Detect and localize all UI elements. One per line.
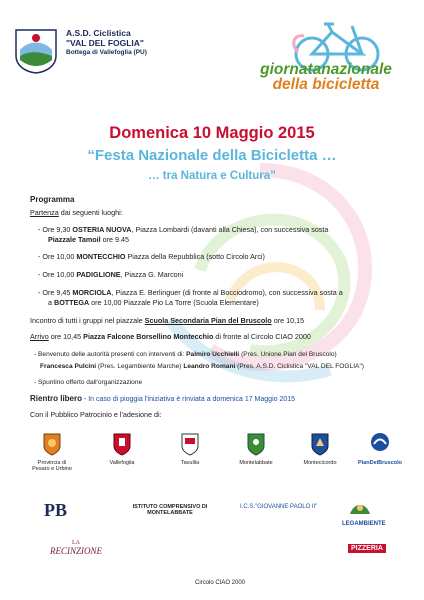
decorative-swirl (140, 150, 400, 410)
item-rest-2: ore 9.45 (100, 235, 129, 244)
arrival-place: Piazza Falcone Borsellino Montecchio (83, 332, 214, 341)
arrival-line (30, 332, 311, 341)
item-place: MONTECCHIO (76, 252, 126, 261)
welcome-line (34, 350, 337, 359)
patronage-line: Con il Pubblico Patrocinio e l'adesione di: (30, 410, 162, 419)
logo-line1: giornatanazionale (260, 61, 392, 78)
event-subtitle: … tra Natura e Cultura” (148, 170, 276, 182)
circolo-label: Circolo CIAO 2000 (195, 580, 246, 586)
departure-line (30, 208, 123, 217)
institute-line1: ISTITUTO COMPRENSIVO DI (132, 504, 208, 510)
meeting-place: Scuola Secondaria Pian del Bruscolo (144, 316, 272, 325)
patron-crest (246, 432, 266, 461)
item-time: Ore 9,45 (42, 288, 73, 297)
patron-crest (42, 432, 62, 461)
event-logo-text (236, 62, 416, 92)
patron-label: Vallefoglia (109, 460, 135, 466)
departure-label: Partenza (30, 208, 59, 217)
welcome-pre: - Benvenuto delle autorità presenti con interventi di: (34, 351, 187, 358)
list-item-continuation: a BOTTEGA ore 10,00 Piazzale Pio La Torre (Scuola Elementare) (48, 298, 259, 307)
legambiente-icon (346, 500, 374, 516)
patron-label: Tavullia (180, 460, 200, 466)
recinzione-line2: RECINZIONE (50, 546, 103, 556)
legambiente-logo (342, 500, 386, 527)
item-rest-2: ore 10,00 Piazzale Pio La Torre (Scuola Elementare) (89, 298, 259, 307)
montelabbate-crest-icon (246, 432, 266, 456)
speaker-2: Francesca Pulcini (40, 363, 97, 370)
piandelbruscolo-logo-icon (370, 432, 390, 456)
item-time: Ore 10,00 (42, 252, 77, 261)
ics-logo: I.C.S."GIOVANNE PAOLO II" (240, 504, 318, 510)
arrival-label: Arrivo (30, 332, 49, 341)
speaker-2-role: (Pres. Legambiente Marche) (96, 363, 184, 370)
institute-line2: MONTELABBATE (147, 510, 193, 516)
patron-label: PianDelBruscolo (357, 460, 402, 466)
meeting-line (30, 316, 304, 325)
item-rest: Piazza della Repubblica (sotto Circolo Arci) (125, 252, 265, 261)
club-name-line1: A.S.D. Ciclistica (66, 28, 131, 38)
recinzione-line1: LA (72, 540, 80, 546)
item-time: Ore 9,30 (42, 225, 73, 234)
club-name-line2: "VAL DEL FOGLIA" (66, 38, 144, 48)
list-item-continuation (48, 235, 129, 244)
return-line (30, 394, 295, 404)
club-logo-icon (12, 26, 60, 74)
departure-text: dai seguenti luoghi: (58, 208, 123, 217)
item-time: Ore 10,00 (42, 270, 77, 279)
item-place: MORCIOLA (72, 288, 112, 297)
club-title (66, 28, 206, 58)
tavullia-crest-icon (180, 432, 200, 456)
patrons-row (32, 432, 402, 482)
event-date: Domenica 10 Maggio 2015 (109, 124, 315, 142)
logo-line2: della bicicletta (272, 76, 380, 93)
item-rest: , Piazza Lombardi (davanti alla Chiesa), con successiva sosta (131, 225, 329, 234)
pb-logo: PB (44, 500, 68, 520)
montecicordo-crest-icon (310, 432, 330, 456)
patron-label: Provincia di Pesaro e Urbino (32, 460, 72, 472)
patron-crest (112, 432, 132, 461)
item-place-2: BOTTEGA (54, 298, 90, 307)
item-rest: , Piazza E. Berlinguer (di fronte al Bocciodromo), con successiva sosta a (111, 288, 343, 297)
snack-line: - Spuntino offerto dall'organizzazione (34, 379, 143, 386)
institute-logo (110, 504, 230, 516)
arrival-pre: ore 10,45 (48, 332, 84, 341)
program-heading: Programma (30, 195, 75, 204)
return-label: Rientro libero (30, 394, 83, 403)
patron-crest (180, 432, 200, 461)
province-crest-icon (42, 432, 62, 456)
vallefoglia-crest-icon (112, 432, 132, 456)
item-rest: , Piazza G. Marconi (120, 270, 184, 279)
speaker-1-role: (Pres. Unione Pian del Bruscolo) (239, 351, 337, 358)
item-place: OSTERIA NUOVA (72, 225, 132, 234)
return-text: - In caso di pioggia l'iniziativa è rinviata a domenica 17 Maggio 2015 (82, 396, 296, 403)
meeting-pre: Incontro di tutti i gruppi nel piazzale (30, 316, 145, 325)
meeting-post: ore 10,15 (271, 316, 305, 325)
arrival-post: di fronte al Circolo CIAO 2000 (213, 332, 311, 341)
patron-label: Montecicordo (303, 460, 337, 466)
patron-crest (310, 432, 330, 461)
pizzeria-logo: PIZZERIA (348, 544, 386, 553)
legambiente-label: LEGAMBIENTE (342, 521, 386, 527)
welcome-line-2 (40, 362, 364, 371)
patron-crest (370, 432, 390, 461)
list-item: - Ore 10,00 PADIGLIONE, Piazza G. Marconi (38, 270, 184, 279)
speaker-3-role: (Pres. A.S.D. Ciclistica "VAL DEL FOGLIA") (235, 363, 364, 370)
patron-label: Montelabbate (239, 460, 273, 466)
event-title: “Festa Nazionale della Bicicletta … (87, 147, 337, 164)
club-location: Bottega di Vallefoglia (PU) (66, 49, 147, 56)
item-place: PADIGLIONE (76, 270, 121, 279)
recinzione-logo (50, 540, 102, 556)
item-place-2: Piazzale Tamoil (48, 235, 101, 244)
list-item: - Ore 9,45 MORCIOLA, Piazza E. Berlinguer (di fronte al Bocciodromo), con successiva sosta a (38, 288, 343, 297)
speaker-1: Palmiro Ucchielli (186, 351, 240, 358)
list-item: - Ore 9,30 OSTERIA NUOVA, Piazza Lombardi (davanti alla Chiesa), con successiva sosta (38, 225, 329, 234)
speaker-3: Leandro Romani (183, 363, 236, 370)
list-item: - Ore 10,00 MONTECCHIO Piazza della Repubblica (sotto Circolo Arci) (38, 252, 265, 261)
